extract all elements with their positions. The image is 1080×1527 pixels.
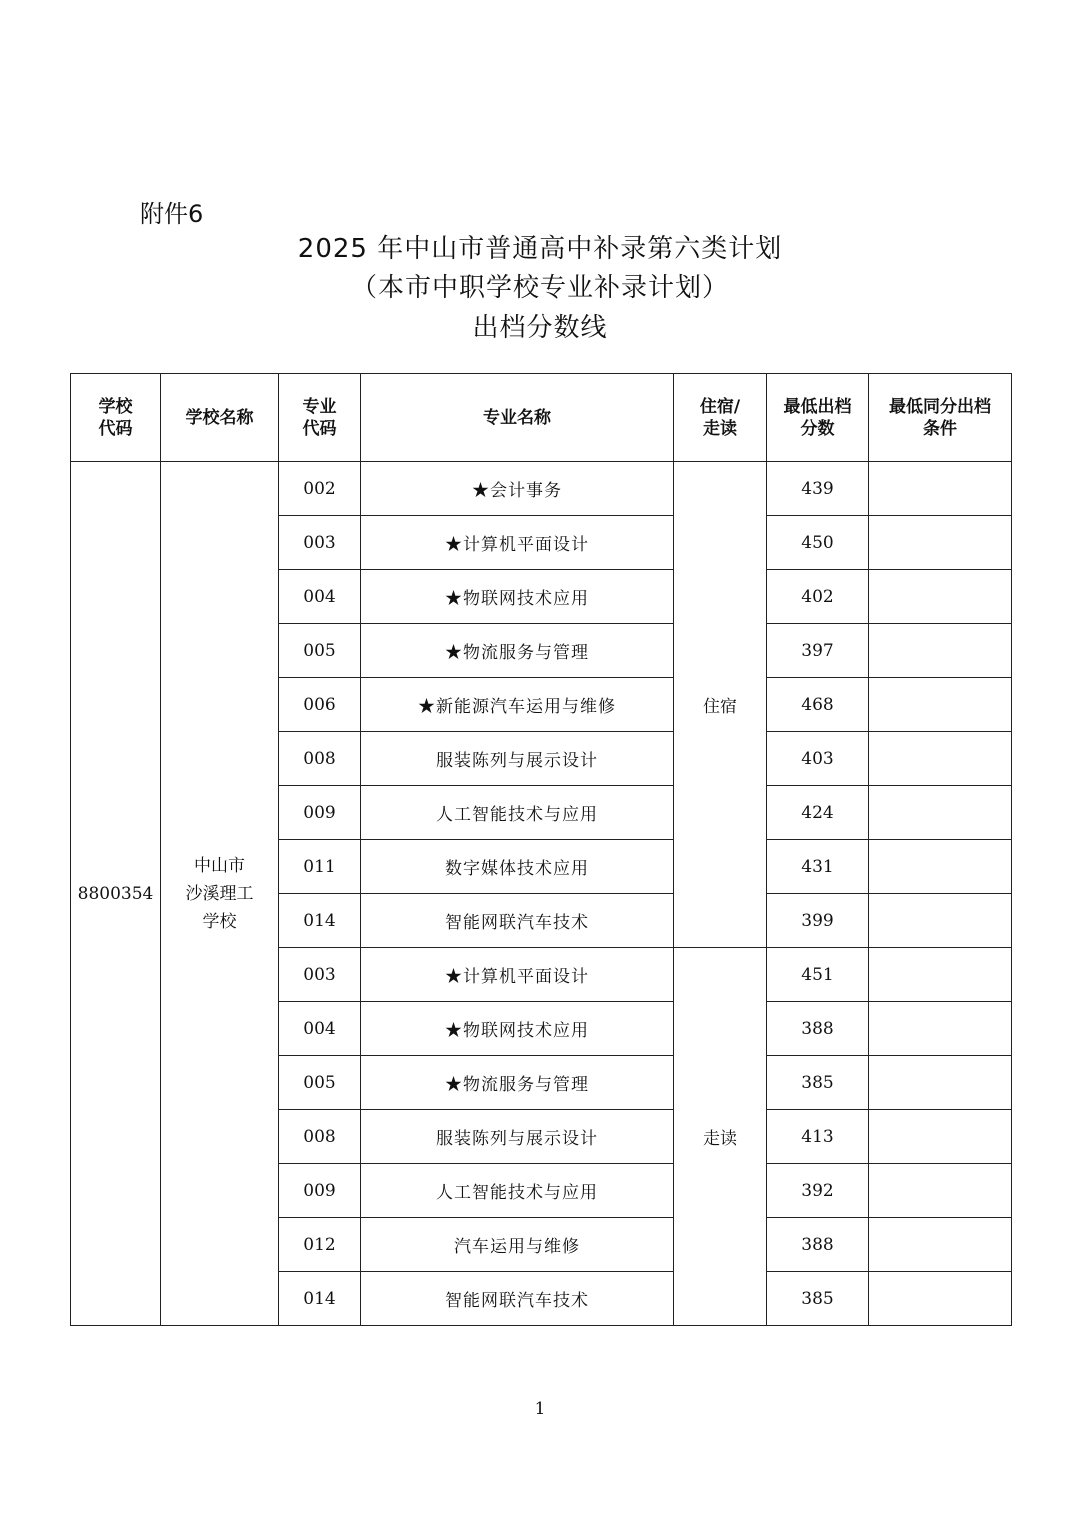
min-score-cell: 402 xyxy=(767,570,869,624)
min-score-cell: 450 xyxy=(767,516,869,570)
page-number: 1 xyxy=(534,1399,546,1419)
min-score-cell: 385 xyxy=(767,1272,869,1326)
major-code-cell: 003 xyxy=(279,516,361,570)
major-name-cell: 人工智能技术与应用 xyxy=(361,786,674,840)
min-score-cell: 399 xyxy=(767,894,869,948)
min-score-cell: 392 xyxy=(767,1164,869,1218)
major-name-cell: 智能网联汽车技术 xyxy=(361,1272,674,1326)
major-code-cell: 012 xyxy=(279,1218,361,1272)
header-tie-condition: 最低同分出档 条件 xyxy=(869,374,1012,462)
title-line-2: （本市中职学校专业补录计划） xyxy=(350,273,729,303)
boarding-cell: 住宿 xyxy=(674,462,767,948)
header-min-score: 最低出档 分数 xyxy=(767,374,869,462)
tie-condition-cell xyxy=(869,732,1012,786)
tie-condition-cell xyxy=(869,1110,1012,1164)
min-score-cell: 424 xyxy=(767,786,869,840)
major-name-cell: ★物联网技术应用 xyxy=(361,570,674,624)
min-score-cell: 468 xyxy=(767,678,869,732)
major-name-cell: ★计算机平面设计 xyxy=(361,516,674,570)
min-score-cell: 385 xyxy=(767,1056,869,1110)
tie-condition-cell xyxy=(869,678,1012,732)
major-name-cell: ★物流服务与管理 xyxy=(361,624,674,678)
min-score-cell: 397 xyxy=(767,624,869,678)
header-school-code: 学校 代码 xyxy=(71,374,161,462)
min-score-cell: 431 xyxy=(767,840,869,894)
attachment-label: 附件6 xyxy=(140,200,204,228)
min-score-cell: 388 xyxy=(767,1002,869,1056)
major-code-cell: 009 xyxy=(279,1164,361,1218)
major-code-cell: 008 xyxy=(279,732,361,786)
major-name-cell: 服装陈列与展示设计 xyxy=(361,1110,674,1164)
school-name-cell: 中山市 沙溪理工 学校 xyxy=(161,462,279,1326)
major-code-cell: 004 xyxy=(279,1002,361,1056)
min-score-cell: 451 xyxy=(767,948,869,1002)
major-code-cell: 005 xyxy=(279,1056,361,1110)
tie-condition-cell xyxy=(869,786,1012,840)
title-line-1: 2025 年中山市普通高中补录第六类计划 xyxy=(297,234,783,264)
header-school-name: 学校名称 xyxy=(161,374,279,462)
min-score-cell: 439 xyxy=(767,462,869,516)
tie-condition-cell xyxy=(869,948,1012,1002)
score-table xyxy=(70,373,1012,1326)
tie-condition-cell xyxy=(869,840,1012,894)
header-row xyxy=(71,374,1012,462)
major-name-cell: 数字媒体技术应用 xyxy=(361,840,674,894)
major-code-cell: 009 xyxy=(279,786,361,840)
major-name-cell: ★计算机平面设计 xyxy=(361,948,674,1002)
major-code-cell: 014 xyxy=(279,894,361,948)
tie-condition-cell xyxy=(869,894,1012,948)
header-major-name: 专业名称 xyxy=(361,374,674,462)
major-name-cell: 服装陈列与展示设计 xyxy=(361,732,674,786)
tie-condition-cell xyxy=(869,624,1012,678)
boarding-cell: 走读 xyxy=(674,948,767,1326)
major-name-cell: ★会计事务 xyxy=(361,462,674,516)
major-name-cell: 汽车运用与维修 xyxy=(361,1218,674,1272)
tie-condition-cell xyxy=(869,1272,1012,1326)
school-code-cell: 8800354 xyxy=(71,462,161,1326)
major-code-cell: 004 xyxy=(279,570,361,624)
major-code-cell: 014 xyxy=(279,1272,361,1326)
tie-condition-cell xyxy=(869,1164,1012,1218)
major-code-cell: 008 xyxy=(279,1110,361,1164)
tie-condition-cell xyxy=(869,1002,1012,1056)
tie-condition-cell xyxy=(869,462,1012,516)
table-row xyxy=(71,462,1012,516)
tie-condition-cell xyxy=(869,570,1012,624)
header-boarding: 住宿/ 走读 xyxy=(674,374,767,462)
major-name-cell: 人工智能技术与应用 xyxy=(361,1164,674,1218)
min-score-cell: 413 xyxy=(767,1110,869,1164)
major-code-cell: 011 xyxy=(279,840,361,894)
min-score-cell: 403 xyxy=(767,732,869,786)
title-line-3: 出档分数线 xyxy=(472,313,608,343)
min-score-cell: 388 xyxy=(767,1218,869,1272)
major-code-cell: 002 xyxy=(279,462,361,516)
major-code-cell: 003 xyxy=(279,948,361,1002)
major-name-cell: ★新能源汽车运用与维修 xyxy=(361,678,674,732)
tie-condition-cell xyxy=(869,516,1012,570)
major-name-cell: 智能网联汽车技术 xyxy=(361,894,674,948)
major-code-cell: 005 xyxy=(279,624,361,678)
major-name-cell: ★物流服务与管理 xyxy=(361,1056,674,1110)
major-name-cell: ★物联网技术应用 xyxy=(361,1002,674,1056)
major-code-cell: 006 xyxy=(279,678,361,732)
tie-condition-cell xyxy=(869,1218,1012,1272)
header-major-code: 专业 代码 xyxy=(279,374,361,462)
tie-condition-cell xyxy=(869,1056,1012,1110)
